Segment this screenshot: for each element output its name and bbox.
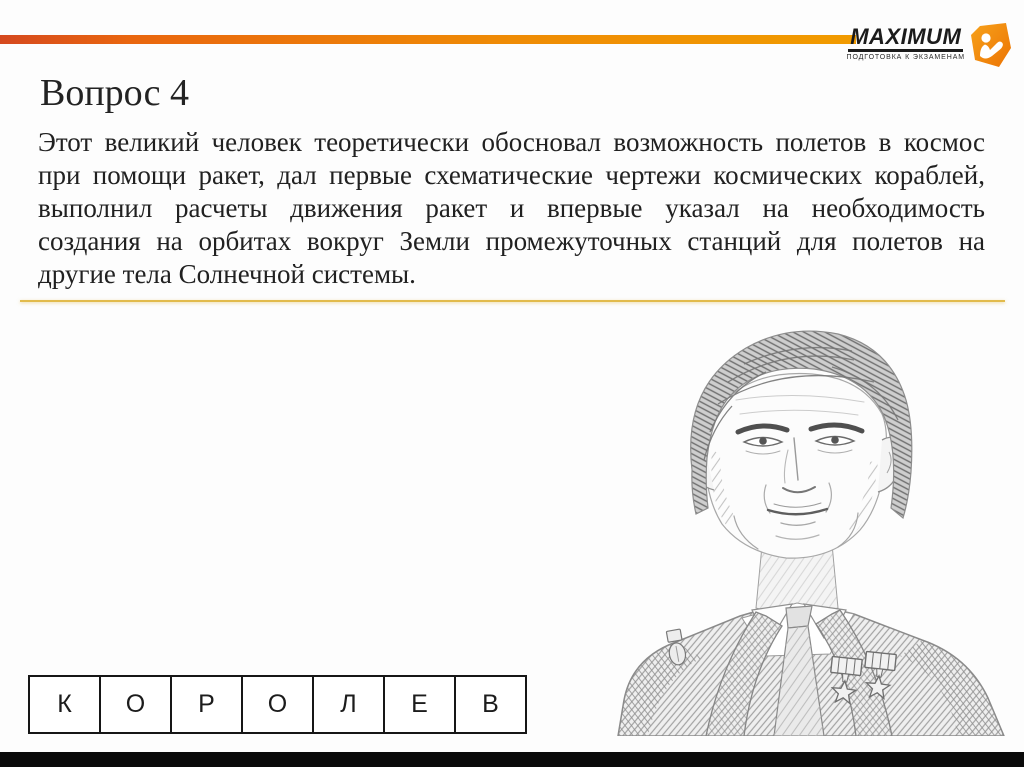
question-line: другие тела Солнечной системы. (38, 259, 416, 289)
answer-letter-cell: В (454, 675, 527, 734)
brand-text-block (847, 26, 965, 61)
question-line: выполнил расчеты движения ракет и впервые указал на необходимость (38, 193, 985, 223)
brand-wordmark: MAXIMUM (848, 26, 963, 52)
answer-letter-cell: Е (383, 675, 456, 734)
korolev-portrait-sketch (616, 320, 1012, 736)
question-line: Этот великий человек теоретически обосновал возможность полетов в космос (38, 127, 985, 157)
bottom-bar (0, 752, 1024, 767)
gold-divider-line (20, 300, 1005, 302)
top-accent-bar (0, 35, 856, 44)
answer-letter-boxes (28, 675, 527, 734)
answer-letter-cell: Р (170, 675, 243, 734)
question-line: создания на орбитах вокруг Земли промежуточных станций для полетов на (38, 226, 985, 256)
answer-letter-cell: О (241, 675, 314, 734)
answer-letter-cell: О (99, 675, 172, 734)
question-text (38, 126, 985, 291)
question-line: при помощи ракет, дал первые схематические чертежи космических кораблей, (38, 160, 985, 190)
maximum-person-badge-icon (970, 22, 1012, 68)
brand-tagline: ПОДГОТОВКА К ЭКЗАМЕНАМ (846, 54, 965, 61)
answer-letter-cell: Л (312, 675, 385, 734)
answer-letter-cell: К (28, 675, 101, 734)
question-title: Вопрос 4 (40, 72, 189, 114)
brand-logo (847, 22, 1012, 68)
